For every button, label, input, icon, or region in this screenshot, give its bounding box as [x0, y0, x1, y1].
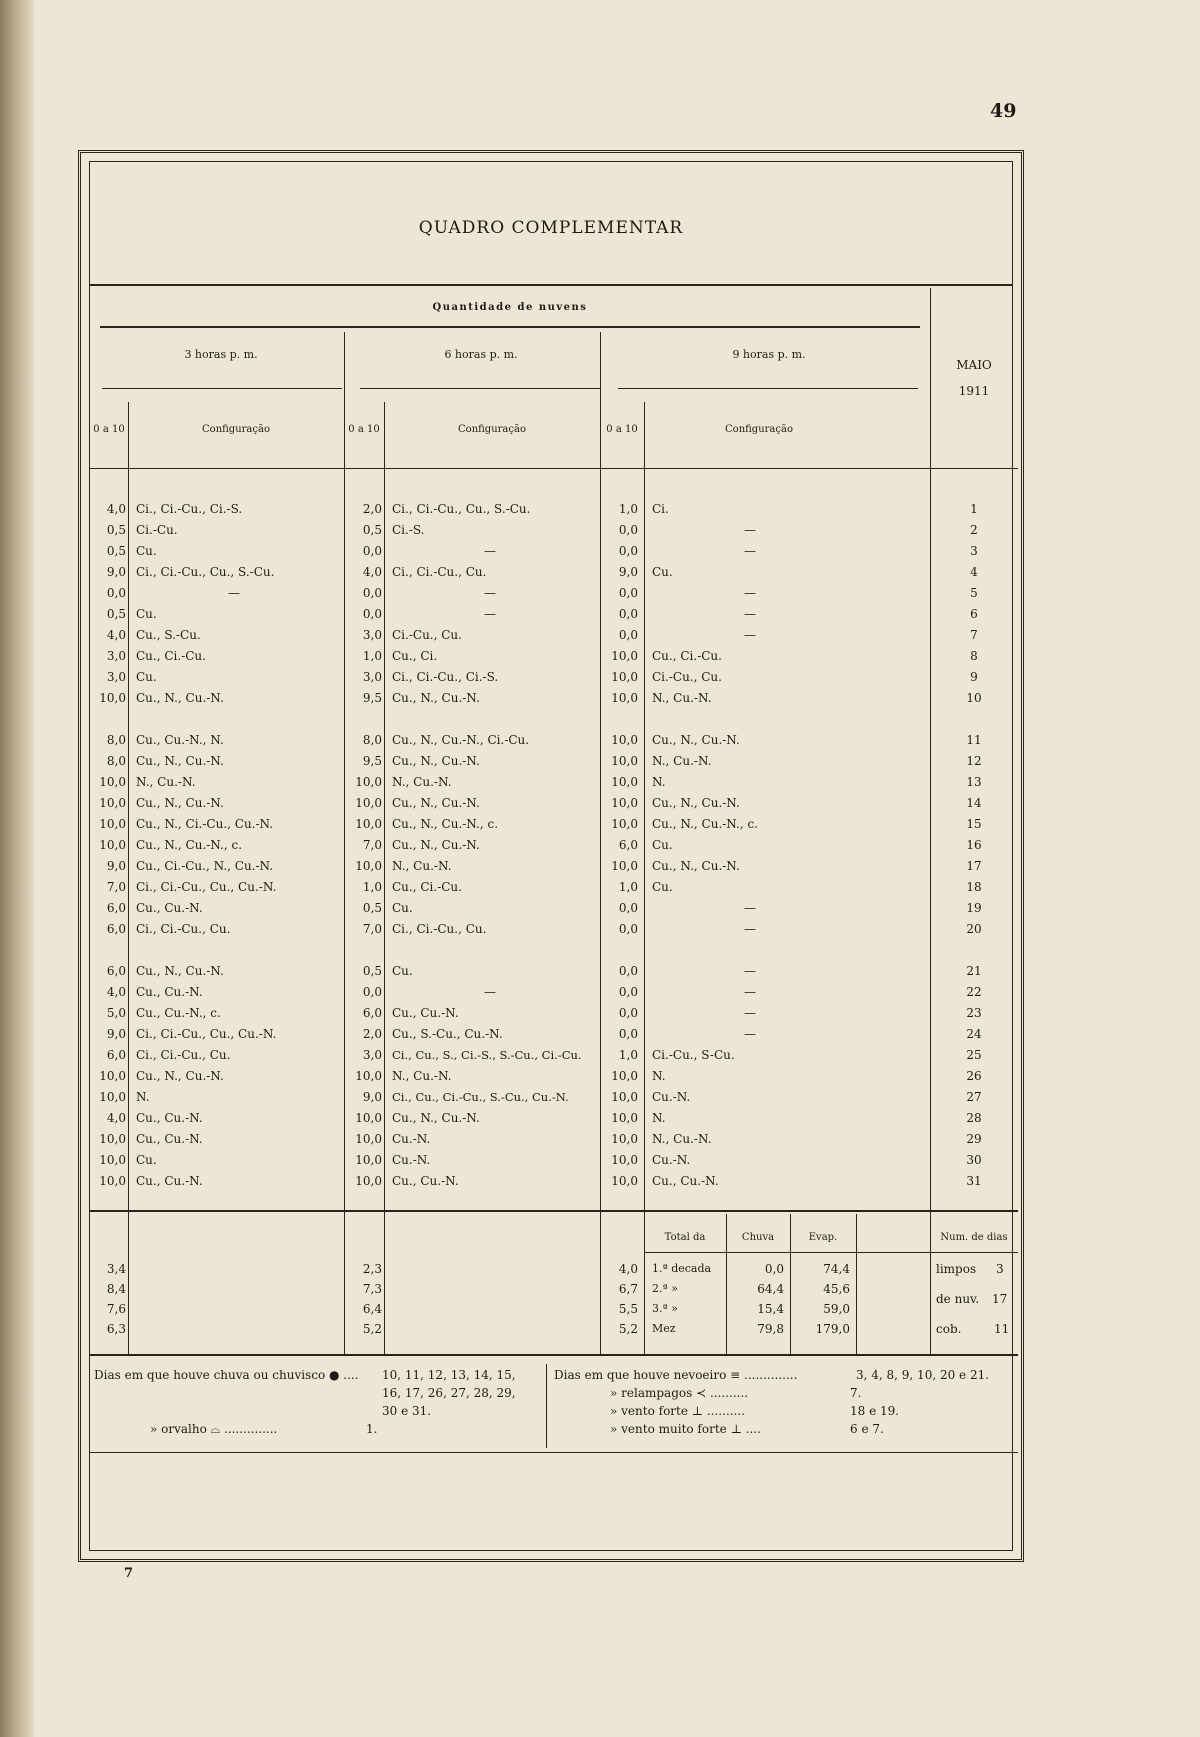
- table-row: 3,0 Cu. 3,0 Ci., Ci.-Cu., Ci.-S. 10,0 Ci.-Cu., Cu. 9: [106, 670, 978, 684]
- table-inner-frame: [89, 161, 1013, 1551]
- table-row: 9,0 Ci., Ci.-Cu., Cu., S.-Cu. 4,0 Ci., Ci.-Cu., Cu. 9,0 Cu. 4: [106, 565, 978, 579]
- sum-v2-0: 2,3: [362, 1262, 382, 1276]
- cob-label: cob.: [936, 1322, 962, 1336]
- evap-header: Evap.: [808, 1232, 838, 1243]
- total-header: Total da: [664, 1232, 706, 1243]
- summary-header-rule: [644, 1252, 1018, 1253]
- sum-v1-3: 6,3: [106, 1322, 126, 1336]
- vento-forte-days: 18 e 19.: [850, 1404, 900, 1418]
- vline-notes: [546, 1364, 547, 1448]
- table-row: 0,0 — 0,0 — 0,0 — 5: [106, 586, 978, 600]
- table-row: 5,0 Cu., Cu.-N., c. 6,0 Cu., Cu.-N. 0,0 — 23: [106, 1006, 982, 1020]
- col-scale-3: 0 a 10: [606, 424, 638, 435]
- decade-label-2: 2.ª »: [652, 1282, 678, 1295]
- summary-top-rule: [90, 1210, 1018, 1212]
- limpos-label: limpos: [936, 1262, 977, 1276]
- table-row: 4,0 Ci., Ci.-Cu., Ci.-S. 2,0 Ci., Ci.-Cu., Cu., S.-Cu. 1,0 Ci. 1: [106, 502, 978, 516]
- sum-v1-2: 7,6: [106, 1302, 126, 1316]
- vline-sum-3: [384, 1214, 385, 1354]
- table-row: 6,0 Ci., Ci.-Cu., Cu. 7,0 Ci., Ci.-Cu., Cu. 0,0 — 20: [106, 922, 982, 936]
- table-frame: [78, 150, 1024, 1562]
- corner-number: 7: [124, 1566, 134, 1581]
- table-row: 10,0 Cu., N., Cu.-N. 10,0 N., Cu.-N. 10,0 N. 26: [99, 1069, 982, 1083]
- sum-v1-1: 8,4: [106, 1282, 126, 1296]
- table-row: 10,0 Cu., N., Cu.-N., c. 7,0 Cu., N., Cu.-N. 6,0 Cu. 16: [99, 838, 982, 852]
- vento-forte-label: » vento forte ⊥ ..........: [610, 1404, 746, 1418]
- evap-3: 59,0: [823, 1302, 850, 1316]
- sum-v1-0: 3,4: [106, 1262, 126, 1276]
- vento-muito-forte-days: 6 e 7.: [850, 1422, 884, 1436]
- table-row: 4,0 Cu., S.-Cu. 3,0 Ci.-Cu., Cu. 0,0 — 7: [106, 628, 978, 642]
- table-row: 9,0 Cu., Ci.-Cu., N., Cu.-N. 10,0 N., Cu.-N. 10,0 Cu., N., Cu.-N. 17: [106, 859, 982, 873]
- chuva-3: 15,4: [757, 1302, 784, 1316]
- col-scale-2: 0 a 10: [348, 424, 380, 435]
- decade-label-mez: Mez: [652, 1322, 676, 1335]
- chuva-days-label: Dias em que houve chuva ou chuvisco ● ....: [94, 1368, 359, 1382]
- table-row: 10,0 Cu., Cu.-N. 10,0 Cu., Cu.-N. 10,0 Cu., Cu.-N. 31: [99, 1174, 982, 1188]
- vline-sum-1: [128, 1214, 129, 1354]
- chuva-days-2: 16, 17, 26, 27, 28, 29,: [382, 1386, 516, 1400]
- table-row: 10,0 Cu., N., Cu.-N. 9,5 Cu., N., Cu.-N. 10,0 N., Cu.-N. 10: [99, 691, 982, 705]
- chuva-mez: 79,8: [757, 1322, 784, 1336]
- page-number: 49: [990, 100, 1017, 122]
- header-bottom-rule: [90, 468, 1018, 469]
- nevoeiro-days: 3, 4, 8, 9, 10, 20 e 21.: [856, 1368, 990, 1382]
- orvalho-days: 1.: [366, 1422, 378, 1436]
- table-row: 10,0 Cu. 10,0 Cu.-N. 10,0 Cu.-N. 30: [99, 1153, 982, 1167]
- period-header-6pm: 6 horas p. m.: [444, 348, 518, 361]
- table-row: 9,0 Ci., Ci.-Cu., Cu., Cu.-N. 2,0 Cu., S.-Cu., Cu.-N. 0,0 — 24: [106, 1027, 982, 1041]
- period-rule-1: [102, 388, 342, 389]
- vline-sum-4: [600, 1214, 601, 1354]
- chuva-days-1: 10, 11, 12, 13, 14, 15,: [382, 1368, 516, 1382]
- sum-v3-1: 6,7: [618, 1282, 638, 1296]
- vline-sum-8: [856, 1214, 857, 1354]
- table-row: 10,0 Cu., N., Ci.-Cu., Cu.-N. 10,0 Cu., N., Cu.-N., c. 10,0 Cu., N., Cu.-N., c. 15: [99, 817, 982, 831]
- col-scale-1: 0 a 10: [93, 424, 125, 435]
- chuva-1: 0,0: [764, 1262, 784, 1276]
- table-row: 10,0 N. 9,0 Ci., Cu., Ci.-Cu., S.-Cu., Cu.-N. 10,0 Cu.-N. 27: [99, 1090, 982, 1104]
- table-row: 0,5 Ci.-Cu. 0,5 Ci.-S. 0,0 — 2: [106, 523, 978, 537]
- chuva-2: 64,4: [757, 1282, 784, 1296]
- col-config-3: Configuração: [725, 424, 793, 435]
- nevoeiro-label: Dias em que houve nevoeiro ≡ ..............: [554, 1368, 798, 1382]
- evap-mez: 179,0: [815, 1322, 850, 1336]
- table-row: 0,5 Cu. 0,0 — 0,0 — 6: [106, 607, 978, 621]
- vline-sum-2: [344, 1214, 345, 1354]
- table-row: 3,0 Cu., Ci.-Cu. 1,0 Cu., Ci. 10,0 Cu., Ci.-Cu. 8: [106, 649, 978, 663]
- table-title: QUADRO COMPLEMENTAR: [418, 218, 684, 238]
- page-binding-edge: [0, 0, 34, 1737]
- sum-v3-0: 4,0: [618, 1262, 638, 1276]
- col-config-1: Configuração: [202, 424, 270, 435]
- vento-muito-forte-label: » vento muito forte ⊥ ....: [610, 1422, 761, 1436]
- table-row: 8,0 Cu., Cu.-N., N. 8,0 Cu., N., Cu.-N., Ci.-Cu. 10,0 Cu., N., Cu.-N. 11: [106, 733, 982, 747]
- chuva-header: Chuva: [741, 1232, 775, 1243]
- year-label: 1911: [958, 384, 990, 398]
- table-row: 10,0 Cu., Cu.-N. 10,0 Cu.-N. 10,0 N., Cu.-N. 29: [99, 1132, 982, 1146]
- notes-bottom-rule: [90, 1452, 1018, 1453]
- table-row: 4,0 Cu., Cu.-N. 10,0 Cu., N., Cu.-N. 10,0 N. 28: [106, 1111, 982, 1125]
- evap-1: 74,4: [823, 1262, 850, 1276]
- period-rule-3: [618, 388, 918, 389]
- section-title: Quantidade de nuvens: [432, 302, 588, 313]
- table-row: 6,0 Ci., Ci.-Cu., Cu. 3,0 Ci., Cu., S., Ci.-S., S.-Cu., Ci.-Cu. 1,0 Ci.-Cu., S-Cu. 25: [106, 1048, 982, 1062]
- title-rule: [90, 284, 1012, 286]
- section-rule: [100, 326, 920, 328]
- orvalho-label: » orvalho ⌓ ..............: [150, 1422, 278, 1436]
- denuv-label: de nuv.: [936, 1292, 980, 1306]
- period-rule-2: [360, 388, 600, 389]
- evap-2: 45,6: [823, 1282, 850, 1296]
- table-row: 0,5 Cu. 0,0 — 0,0 — 3: [106, 544, 978, 558]
- period-header-9pm: 9 horas p. m.: [732, 348, 806, 361]
- decade-label-3: 3.ª »: [652, 1302, 678, 1315]
- sum-v3-3: 5,2: [618, 1322, 638, 1336]
- relampagos-days: 7.: [850, 1386, 862, 1400]
- period-header-3pm: 3 horas p. m.: [184, 348, 258, 361]
- table-row: 6,0 Cu., N., Cu.-N. 0,5 Cu. 0,0 — 21: [106, 964, 982, 978]
- table-row: 4,0 Cu., Cu.-N. 0,0 — 0,0 — 22: [106, 985, 982, 999]
- month-label: MAIO: [956, 358, 992, 372]
- relampagos-label: » relampagos ≺ ..........: [610, 1386, 749, 1400]
- decade-label-1: 1.ª decada: [652, 1262, 712, 1275]
- col-config-2: Configuração: [458, 424, 526, 435]
- limpos-value: 3: [996, 1262, 1004, 1276]
- table-row: 10,0 N., Cu.-N. 10,0 N., Cu.-N. 10,0 N. 13: [99, 775, 982, 789]
- cob-value: 11: [994, 1322, 1010, 1336]
- denuv-value: 17: [992, 1292, 1008, 1306]
- sum-v3-2: 5,5: [618, 1302, 638, 1316]
- sum-v2-2: 6,4: [362, 1302, 382, 1316]
- notes-top-rule: [90, 1354, 1018, 1356]
- table-row: 7,0 Ci., Ci.-Cu., Cu., Cu.-N. 1,0 Cu., Ci.-Cu. 1,0 Cu. 18: [106, 880, 982, 894]
- sum-v2-3: 5,2: [362, 1322, 382, 1336]
- num-dias-header: Num. de dias: [940, 1232, 1008, 1243]
- table-row: 6,0 Cu., Cu.-N. 0,5 Cu. 0,0 — 19: [106, 901, 982, 915]
- table-row: 10,0 Cu., N., Cu.-N. 10,0 Cu., N., Cu.-N. 10,0 Cu., N., Cu.-N. 14: [99, 796, 982, 810]
- table-row: 8,0 Cu., N., Cu.-N. 9,5 Cu., N., Cu.-N. 10,0 N., Cu.-N. 12: [106, 754, 982, 768]
- chuva-days-3: 30 e 31.: [382, 1404, 432, 1418]
- sum-v2-1: 7,3: [362, 1282, 382, 1296]
